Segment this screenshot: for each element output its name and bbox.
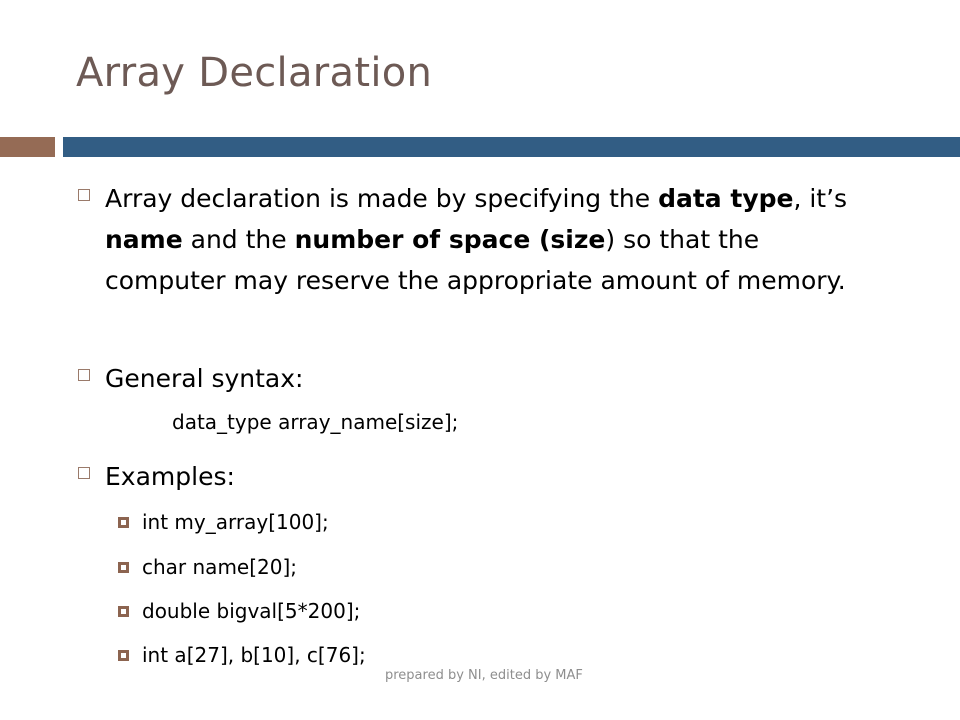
square-bullet-icon: [78, 189, 90, 201]
text-segment: , it’s: [793, 184, 848, 213]
example-text: int my_array[100];: [142, 510, 329, 534]
example-item: [118, 640, 366, 670]
bullet-general-syntax: [78, 358, 875, 399]
text-segment: ) so that the computer may reserve the appropriate amount of memory.: [105, 225, 846, 295]
bullet-declaration: [78, 178, 875, 301]
example-item: [118, 507, 329, 537]
example-text: int a[27], b[10], c[76];: [142, 643, 366, 667]
title-accent-bar-left: [0, 137, 55, 157]
filled-square-bullet-icon: [118, 562, 129, 573]
bold-segment: number of space (size: [294, 225, 606, 254]
syntax-code: data_type array_name[size];: [172, 410, 459, 434]
declaration-text: [105, 178, 875, 301]
filled-square-bullet-icon: [118, 606, 129, 617]
example-item: [118, 596, 360, 626]
title-accent-bar-right: [63, 137, 960, 157]
footer-credit: prepared by NI, edited by MAF: [385, 668, 583, 683]
syntax-label: General syntax:: [105, 364, 304, 393]
example-item: [118, 552, 297, 582]
example-text: char name[20];: [142, 555, 298, 579]
example-text: double bigval[5*200];: [142, 599, 361, 623]
filled-square-bullet-icon: [118, 517, 129, 528]
text-segment: Array declaration is made by specifying the: [105, 184, 659, 213]
examples-label: Examples:: [105, 462, 235, 491]
bold-segment: data type: [658, 184, 794, 213]
square-bullet-icon: [78, 467, 90, 479]
square-bullet-icon: [78, 369, 90, 381]
bold-segment: name: [105, 225, 183, 254]
bullet-examples: [78, 456, 875, 497]
slide-title: Array Declaration: [76, 50, 433, 96]
text-segment: and the: [182, 225, 295, 254]
filled-square-bullet-icon: [118, 650, 129, 661]
